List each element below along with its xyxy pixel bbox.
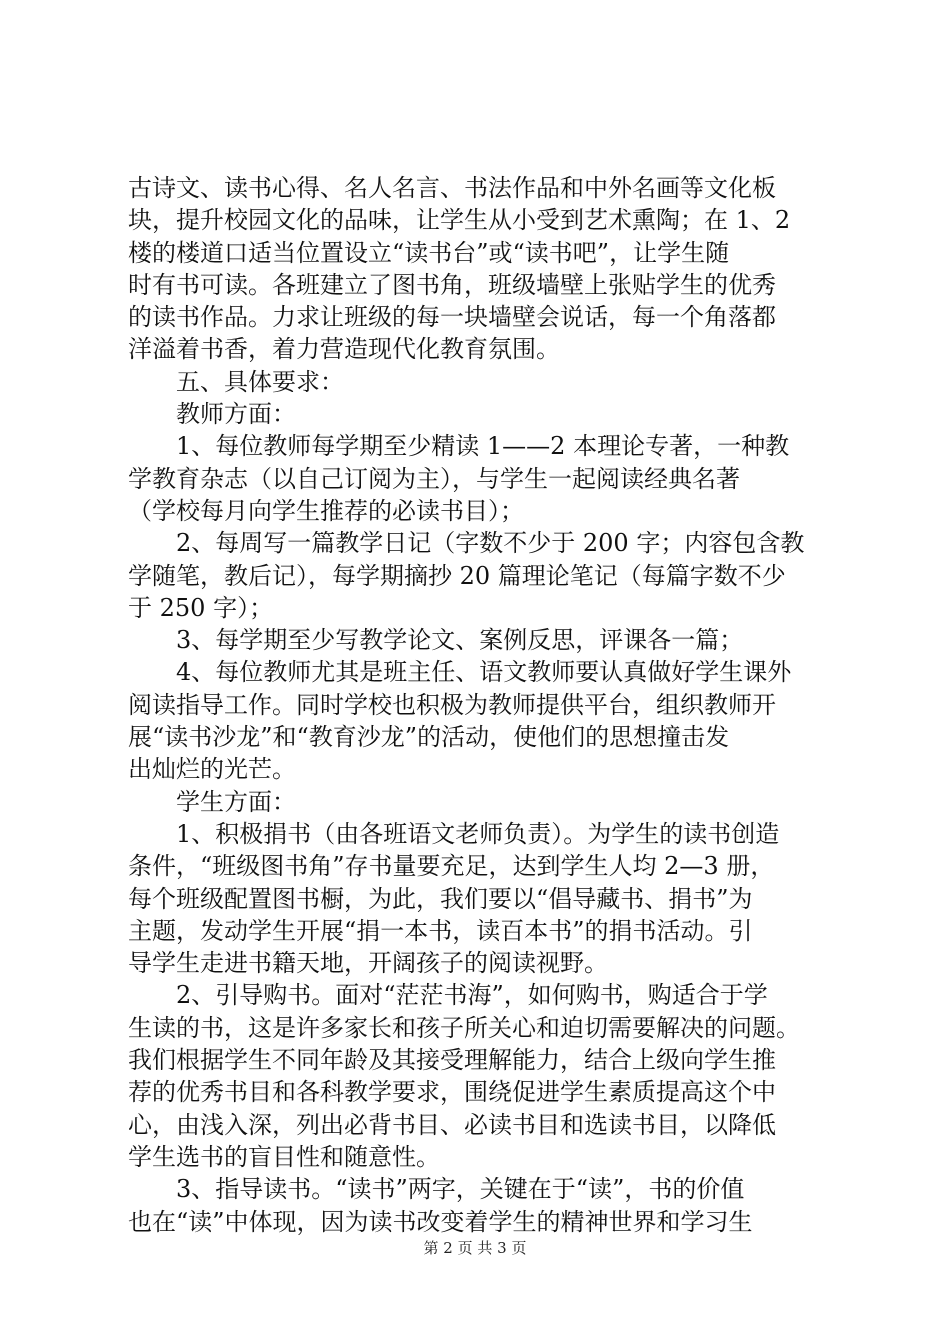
text-line: 学生选书的盲目性和随意性。: [128, 1142, 440, 1171]
text-line: 出灿烂的光芒。: [128, 755, 296, 784]
text-line: 块，提升校园文化的品味，让学生从小受到艺术熏陶；在 1、2: [128, 206, 791, 235]
document-body: [128, 172, 834, 1238]
subsection-heading: 学生方面：: [128, 787, 296, 816]
text-line: 于 250 字）；: [128, 593, 274, 622]
text-line: 洋溢着书香，着力营造现代化教育氛围。: [128, 335, 560, 364]
text-line: 荐的优秀书目和各科教学要求，围绕促进学生素质提高这个中: [128, 1078, 776, 1107]
text-line: 2、每周写一篇教学日记（字数不少于 200 字；内容包含教: [128, 529, 805, 558]
text-line: 我们根据学生不同年龄及其接受理解能力，结合上级向学生推: [128, 1046, 776, 1075]
text-line: 也在“读”中体现，因为读书改变着学生的精神世界和学习生: [128, 1207, 753, 1236]
text-line: 2、引导购书。面对“茫茫书海”，如何购书，购适合于学: [128, 981, 768, 1010]
subsection-heading: 教师方面：: [128, 400, 296, 429]
text-line: 的读书作品。力求让班级的每一块墙壁会说话，每一个角落都: [128, 303, 776, 332]
text-line: 每个班级配置图书橱，为此，我们要以“倡导藏书、捐书”为: [128, 884, 753, 913]
section-heading: 五、具体要求：: [128, 367, 344, 396]
text-line: 展“读书沙龙”和“教育沙龙”的活动，使他们的思想撞击发: [128, 723, 730, 752]
text-line: 主题，发动学生开展“捐一本书，读百本书”的捐书活动。引: [128, 916, 753, 945]
text-line: 3、每学期至少写教学论文、案例反思，评课各一篇；: [128, 626, 744, 655]
text-line: 楼的楼道口适当位置设立“读书台”或“读书吧”，让学生随: [128, 238, 730, 267]
text-line: 1、积极捐书（由各班语文老师负责）。为学生的读书创造: [128, 819, 780, 848]
text-line: 导学生走进书籍天地，开阔孩子的阅读视野。: [128, 949, 608, 978]
text-line: 生读的书，这是许多家长和孩子所关心和迫切需要解决的问题。: [128, 1013, 800, 1042]
text-line: 3、指导读书。“读书”两字，关键在于“读”，书的价值: [128, 1175, 745, 1204]
text-line: 时有书可读。各班建立了图书角，班级墙壁上张贴学生的优秀: [128, 270, 776, 299]
page-number-footer: 第 2 页 共 3 页: [423, 1239, 527, 1257]
text-line: 阅读指导工作。同时学校也积极为教师提供平台，组织教师开: [128, 690, 776, 719]
text-line: 1、每位教师每学期至少精读 1——2 本理论专著，一种教: [128, 432, 790, 461]
text-line: 古诗文、读书心得、名人名言、书法作品和中外名画等文化板: [128, 174, 776, 202]
text-line: 学随笔，教后记），每学期摘抄 20 篇理论笔记（每篇字数不少: [128, 561, 786, 590]
text-line: （学校每月向学生推荐的必读书目）；: [128, 496, 524, 525]
text-line: 心，由浅入深，列出必背书目、必读书目和选读书目，以降低: [128, 1110, 776, 1139]
text-line: 4、每位教师尤其是班主任、语文教师要认真做好学生课外: [128, 658, 792, 687]
text-line: 条件，“班级图书角”存书量要充足，达到学生人均 2—3 册，: [128, 852, 775, 881]
text-line: 学教育杂志（以自己订阅为主），与学生一起阅读经典名著: [128, 464, 740, 493]
